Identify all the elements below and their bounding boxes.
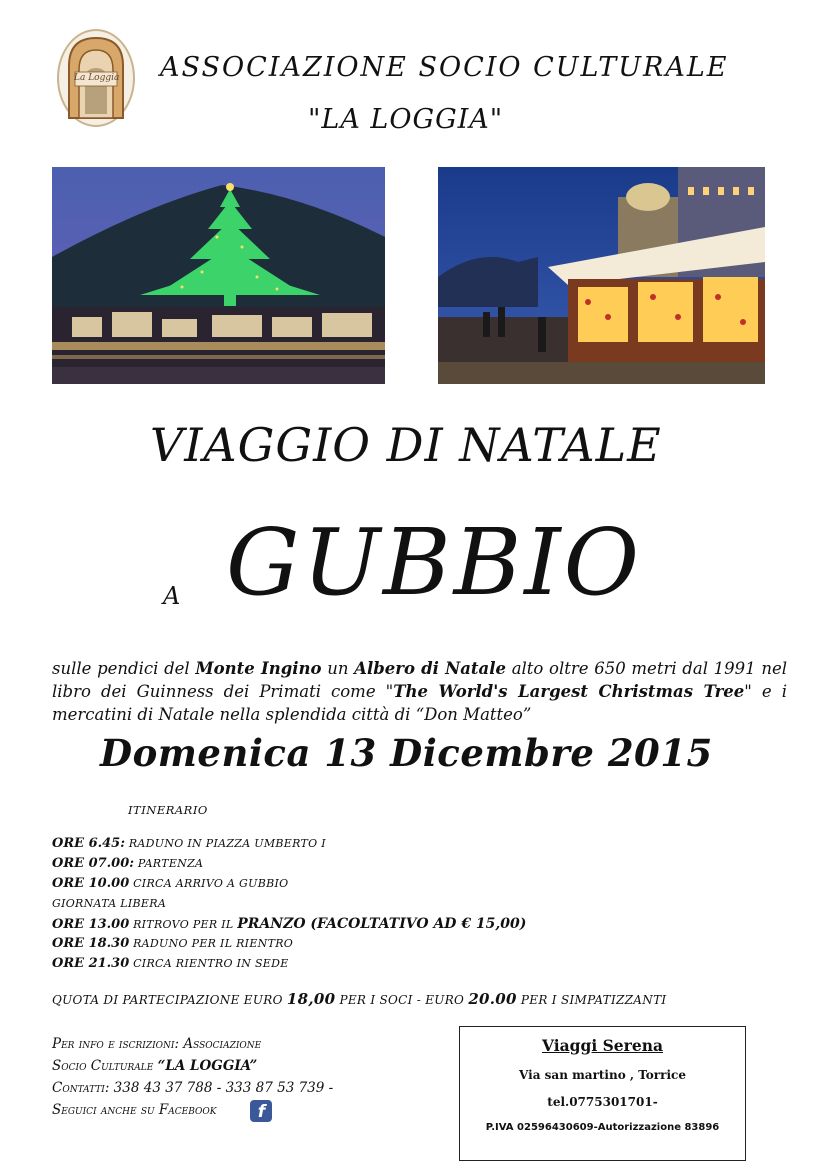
itinerary-list xyxy=(52,834,526,974)
event-city: GUBBIO xyxy=(226,509,643,616)
travel-agency-box xyxy=(459,1026,746,1161)
info-line-4: Seguici anche su Facebook f xyxy=(52,1099,333,1122)
itinerary-row: GIORNATA LIBERA xyxy=(52,897,167,910)
event-preposition: A xyxy=(163,582,181,610)
facebook-icon[interactable]: f xyxy=(250,1100,272,1122)
info-phones: Contatti: 338 43 37 788 - 333 87 53 739 - xyxy=(52,1080,334,1096)
agency-vat: P.IVA 02596430609-Autorizzazione 83896 xyxy=(485,1122,720,1133)
contact-info xyxy=(52,1033,333,1122)
itinerary-row: ORE 10.00 CIRCA ARRIVO A GUBBIO xyxy=(52,876,289,891)
christmas-market-photo xyxy=(438,167,765,384)
itinerary-row: ORE 6.45: RADUNO IN PIAZZA UMBERTO I xyxy=(52,836,326,851)
itinerary-row: ORE 13.00 RITROVO PER IL PRANZO (FACOLTATIVO AD € 15,00) xyxy=(52,916,527,932)
itinerary-row: ORE 21.30 CIRCA RIENTRO IN SEDE xyxy=(52,956,289,971)
itinerary-row: ORE 07.00: PARTENZA xyxy=(52,856,204,871)
agency-name: Viaggi Serena xyxy=(541,1036,664,1055)
participation-fee: QUOTA DI PARTECIPAZIONE EURO 18,00 PER I SOCI - EURO 20.00 PER I SIMPATIZZANTI xyxy=(52,990,667,1008)
event-title: VIAGGIO DI NATALE xyxy=(150,418,662,472)
gubbio-tree-photo xyxy=(52,167,385,384)
event-date: Domenica 13 Dicembre 2015 xyxy=(100,731,713,775)
itinerary-heading: ITINERARIO xyxy=(128,803,208,817)
info-line-2: Socio Culturale “LA LOGGIA” xyxy=(52,1058,258,1074)
association-subname: "LA LOGGIA" xyxy=(308,104,504,135)
event-description: sulle pendici del Monte Ingino un Albero di Natale alto oltre 650 metri dal 1991 nel libro dei Guinness dei Primati come "The World's Largest Christmas Tree" e i mercatini di Natale nella splendida città di “Don Matteo” xyxy=(52,659,788,724)
logo-text: La Loggia xyxy=(74,73,120,83)
association-name: ASSOCIAZIONE SOCIO CULTURALE xyxy=(160,52,729,83)
info-line-1: Per info e iscrizioni: Associazione xyxy=(52,1036,262,1052)
agency-phone: tel.0775301701- xyxy=(547,1095,658,1109)
agency-address: Via san martino , Torrice xyxy=(519,1068,686,1082)
itinerary-row: ORE 18.30 RADUNO PER IL RIENTRO xyxy=(52,936,294,951)
